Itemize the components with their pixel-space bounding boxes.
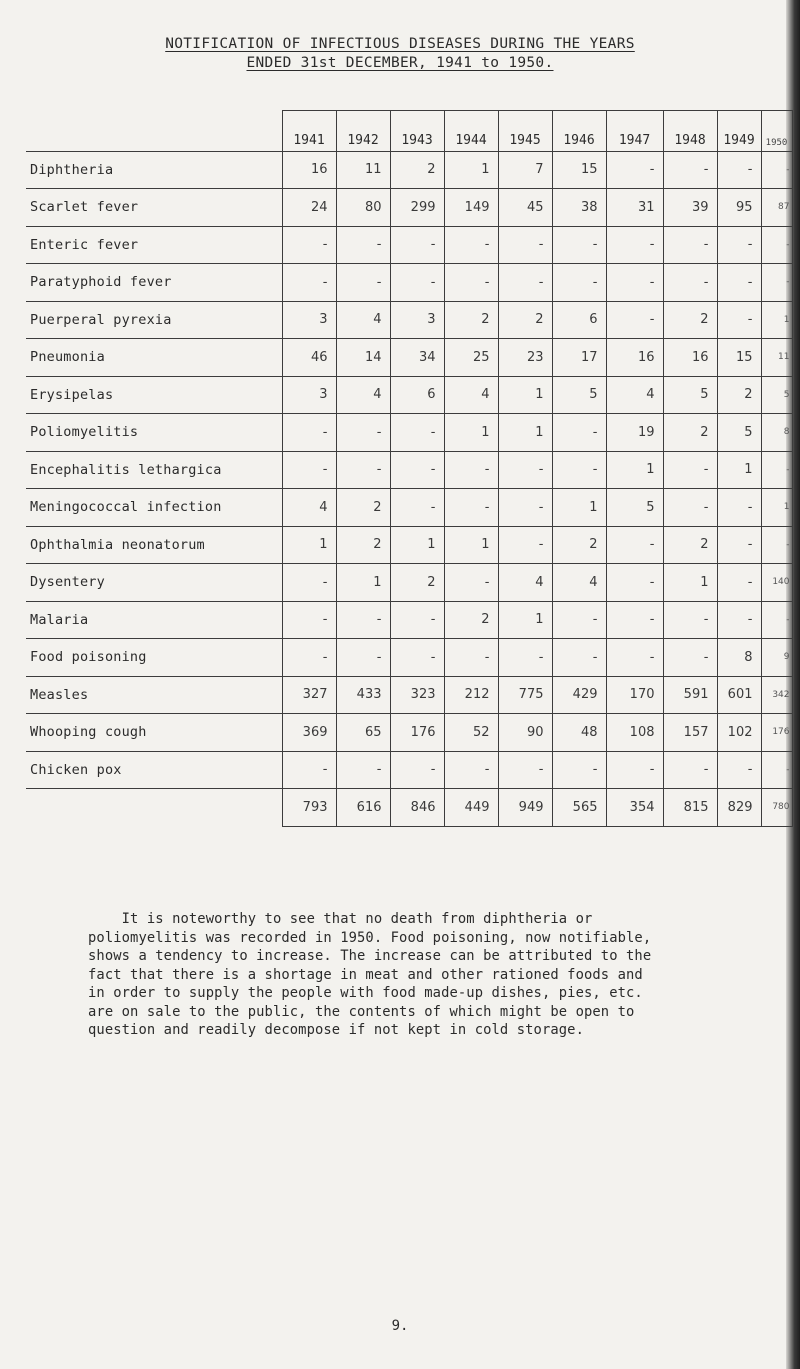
cell-value: - <box>552 601 606 639</box>
disease-name: Whooping cough <box>26 714 282 752</box>
table-row <box>26 639 792 677</box>
year-header: 1949 <box>717 111 761 152</box>
cell-value: - <box>663 639 717 677</box>
table-row <box>26 339 792 377</box>
cell-value: - <box>552 639 606 677</box>
cell-value: 23 <box>498 339 552 377</box>
table-row <box>26 301 792 339</box>
table-row <box>26 751 792 789</box>
cell-value: - <box>606 639 663 677</box>
cell-value: 16 <box>663 339 717 377</box>
table-row <box>26 451 792 489</box>
cell-value: - <box>498 639 552 677</box>
cell-value: 1 <box>498 601 552 639</box>
cell-value: - <box>606 226 663 264</box>
cell-value: - <box>761 264 792 302</box>
cell-value: 80 <box>336 189 390 227</box>
cell-value: 11 <box>761 339 792 377</box>
cell-value: - <box>717 526 761 564</box>
cell-value: 4 <box>606 376 663 414</box>
cell-value: - <box>498 751 552 789</box>
total-value: 846 <box>390 789 444 827</box>
cell-value: 15 <box>717 339 761 377</box>
cell-value: 601 <box>717 676 761 714</box>
cell-value: 3 <box>282 376 336 414</box>
cell-value: 1 <box>498 414 552 452</box>
disease-name: Pneumonia <box>26 339 282 377</box>
cell-value: 775 <box>498 676 552 714</box>
cell-value: - <box>282 564 336 602</box>
cell-value: 2 <box>444 601 498 639</box>
cell-value: - <box>336 264 390 302</box>
cell-value: 140 <box>761 564 792 602</box>
cell-value: 5 <box>717 414 761 452</box>
cell-value: - <box>606 751 663 789</box>
cell-value: 212 <box>444 676 498 714</box>
cell-value: 3 <box>282 301 336 339</box>
cell-value: 433 <box>336 676 390 714</box>
table-row <box>26 564 792 602</box>
cell-value: - <box>336 414 390 452</box>
cell-value: 95 <box>717 189 761 227</box>
cell-value: 14 <box>336 339 390 377</box>
cell-value: - <box>282 639 336 677</box>
cell-value: 149 <box>444 189 498 227</box>
cell-value: - <box>552 226 606 264</box>
page-number: 9. <box>391 1318 409 1334</box>
cell-value: - <box>663 751 717 789</box>
cell-value: - <box>717 151 761 189</box>
cell-value: - <box>444 226 498 264</box>
cell-value: 1 <box>663 564 717 602</box>
cell-value: 323 <box>390 676 444 714</box>
cell-value: - <box>336 639 390 677</box>
cell-value: - <box>282 751 336 789</box>
cell-value: 2 <box>336 526 390 564</box>
total-value: 780 <box>761 789 792 827</box>
cell-value: 39 <box>663 189 717 227</box>
cell-value: 299 <box>390 189 444 227</box>
cell-value: - <box>761 751 792 789</box>
cell-value: - <box>717 751 761 789</box>
cell-value: - <box>390 414 444 452</box>
cell-value: - <box>717 226 761 264</box>
cell-value: 6 <box>552 301 606 339</box>
table-row <box>26 414 792 452</box>
year-header: 1948 <box>663 111 717 152</box>
cell-value: 48 <box>552 714 606 752</box>
cell-value: 11 <box>336 151 390 189</box>
commentary-paragraph: It is noteworthy to see that no death from diphtheria or poliomyelitis was recorded in 1950. Food poisoning, now notifiable, shows a tendency to increase. The increase can be attributed to the fact that there is a shortage in meat and other rationed foods and in order to supply the people with food made-up dishes, pies, etc. are on sale to the public, the contents of which might be open to question and readily decompose if not kept in cold storage. <box>88 911 652 1038</box>
cell-value: - <box>444 564 498 602</box>
cell-value: - <box>663 226 717 264</box>
cell-value: 342 <box>761 676 792 714</box>
cell-value: 8 <box>717 639 761 677</box>
cell-value: - <box>390 451 444 489</box>
disease-name: Dysentery <box>26 564 282 602</box>
total-value: 565 <box>552 789 606 827</box>
year-header-row <box>26 111 792 152</box>
disease-name: Diphtheria <box>26 151 282 189</box>
year-header: 1941 <box>282 111 336 152</box>
total-value: 949 <box>498 789 552 827</box>
cell-value: 65 <box>336 714 390 752</box>
cell-value: 2 <box>390 564 444 602</box>
cell-value: 170 <box>606 676 663 714</box>
cell-value: 87 <box>761 189 792 227</box>
cell-value: - <box>390 601 444 639</box>
cell-value: 1 <box>282 526 336 564</box>
table-row <box>26 226 792 264</box>
cell-value: - <box>761 526 792 564</box>
cell-value: - <box>390 226 444 264</box>
cell-value: - <box>498 264 552 302</box>
cell-value: 1 <box>761 489 792 527</box>
cell-value: 176 <box>761 714 792 752</box>
total-value: 815 <box>663 789 717 827</box>
total-value: 449 <box>444 789 498 827</box>
disease-name: Measles <box>26 676 282 714</box>
cell-value: 2 <box>390 151 444 189</box>
cell-value: - <box>761 226 792 264</box>
cell-value: 2 <box>663 414 717 452</box>
cell-value: - <box>717 264 761 302</box>
table-row <box>26 714 792 752</box>
cell-value: 5 <box>761 376 792 414</box>
cell-value: 2 <box>336 489 390 527</box>
cell-value: - <box>606 301 663 339</box>
cell-value: - <box>390 489 444 527</box>
table-row <box>26 264 792 302</box>
cell-value: 4 <box>444 376 498 414</box>
cell-value: - <box>761 451 792 489</box>
cell-value: - <box>390 264 444 302</box>
cell-value: 24 <box>282 189 336 227</box>
cell-value: - <box>336 226 390 264</box>
cell-value: - <box>282 601 336 639</box>
cell-value: - <box>606 564 663 602</box>
table-row <box>26 676 792 714</box>
cell-value: - <box>282 226 336 264</box>
title-line-1: NOTIFICATION OF INFECTIOUS DISEASES DURING THE YEARS <box>165 36 635 52</box>
cell-value: - <box>552 414 606 452</box>
cell-value: 157 <box>663 714 717 752</box>
cell-value: 6 <box>390 376 444 414</box>
cell-value: - <box>498 489 552 527</box>
cell-value: 19 <box>606 414 663 452</box>
cell-value: 38 <box>552 189 606 227</box>
disease-name: Food poisoning <box>26 639 282 677</box>
cell-value: 1 <box>390 526 444 564</box>
cell-value: 429 <box>552 676 606 714</box>
cell-value: 46 <box>282 339 336 377</box>
year-header: 1947 <box>606 111 663 152</box>
cell-value: - <box>444 264 498 302</box>
cell-value: 1 <box>498 376 552 414</box>
disease-name: Encephalitis lethargica <box>26 451 282 489</box>
cell-value: 5 <box>663 376 717 414</box>
cell-value: 8 <box>761 414 792 452</box>
cell-value: 2 <box>663 301 717 339</box>
cell-value: 2 <box>444 301 498 339</box>
disease-name: Erysipelas <box>26 376 282 414</box>
header-corner <box>26 111 282 152</box>
cell-value: 108 <box>606 714 663 752</box>
cell-value: - <box>606 526 663 564</box>
cell-value: - <box>552 264 606 302</box>
cell-value: - <box>761 151 792 189</box>
disease-name: Puerperal pyrexia <box>26 301 282 339</box>
cell-value: 45 <box>498 189 552 227</box>
cell-value: - <box>444 751 498 789</box>
cell-value: 1 <box>336 564 390 602</box>
cell-value: - <box>390 639 444 677</box>
disease-name: Enteric fever <box>26 226 282 264</box>
cell-value: 17 <box>552 339 606 377</box>
cell-value: - <box>663 264 717 302</box>
table-row <box>26 526 792 564</box>
year-header: 1945 <box>498 111 552 152</box>
cell-value: 4 <box>498 564 552 602</box>
cell-value: 2 <box>717 376 761 414</box>
totals-row <box>26 789 792 827</box>
cell-value: 3 <box>390 301 444 339</box>
cell-value: - <box>498 226 552 264</box>
cell-value: 1 <box>444 414 498 452</box>
cell-value: - <box>717 301 761 339</box>
cell-value: - <box>717 601 761 639</box>
title-line-2: ENDED 31st DECEMBER, 1941 to 1950. <box>246 55 554 71</box>
cell-value: 1 <box>552 489 606 527</box>
cell-value: - <box>663 601 717 639</box>
cell-value: - <box>717 564 761 602</box>
cell-value: 176 <box>390 714 444 752</box>
cell-value: 591 <box>663 676 717 714</box>
cell-value: 4 <box>282 489 336 527</box>
year-header: 1943 <box>390 111 444 152</box>
cell-value: - <box>606 264 663 302</box>
cell-value: 25 <box>444 339 498 377</box>
cell-value: - <box>336 601 390 639</box>
total-value: 354 <box>606 789 663 827</box>
year-header: 1950 <box>761 111 792 152</box>
cell-value: - <box>663 451 717 489</box>
year-header: 1942 <box>336 111 390 152</box>
cell-value: 52 <box>444 714 498 752</box>
cell-value: - <box>390 751 444 789</box>
cell-value: 2 <box>552 526 606 564</box>
cell-value: 34 <box>390 339 444 377</box>
cell-value: 369 <box>282 714 336 752</box>
cell-value: - <box>606 151 663 189</box>
cell-value: - <box>552 751 606 789</box>
cell-value: 15 <box>552 151 606 189</box>
disease-name: Paratyphoid fever <box>26 264 282 302</box>
cell-value: - <box>663 151 717 189</box>
disease-name: Scarlet fever <box>26 189 282 227</box>
total-value: 616 <box>336 789 390 827</box>
cell-value: 2 <box>663 526 717 564</box>
table-row <box>26 151 792 189</box>
cell-value: - <box>444 451 498 489</box>
year-header: 1944 <box>444 111 498 152</box>
cell-value: - <box>606 601 663 639</box>
cell-value: 4 <box>552 564 606 602</box>
table-row <box>26 489 792 527</box>
notifications-table <box>26 110 793 827</box>
cell-value: 2 <box>498 301 552 339</box>
cell-value: - <box>282 414 336 452</box>
disease-name: Ophthalmia neonatorum <box>26 526 282 564</box>
cell-value: 16 <box>282 151 336 189</box>
cell-value: 31 <box>606 189 663 227</box>
total-value: 793 <box>282 789 336 827</box>
cell-value: 327 <box>282 676 336 714</box>
cell-value: 102 <box>717 714 761 752</box>
cell-value: 90 <box>498 714 552 752</box>
cell-value: 4 <box>336 376 390 414</box>
cell-value: - <box>336 751 390 789</box>
disease-name: Meningococcal infection <box>26 489 282 527</box>
cell-value: - <box>282 451 336 489</box>
table-row <box>26 189 792 227</box>
cell-value: 4 <box>336 301 390 339</box>
cell-value: 1 <box>717 451 761 489</box>
cell-value: 16 <box>606 339 663 377</box>
table-row <box>26 376 792 414</box>
disease-name: Malaria <box>26 601 282 639</box>
table-row <box>26 601 792 639</box>
cell-value: - <box>444 489 498 527</box>
cell-value: - <box>336 451 390 489</box>
cell-value: - <box>761 601 792 639</box>
cell-value: - <box>552 451 606 489</box>
year-header: 1946 <box>552 111 606 152</box>
cell-value: 9 <box>761 639 792 677</box>
cell-value: 1 <box>761 301 792 339</box>
cell-value: 1 <box>606 451 663 489</box>
cell-value: - <box>498 526 552 564</box>
cell-value: 1 <box>444 526 498 564</box>
cell-value: - <box>498 451 552 489</box>
cell-value: - <box>282 264 336 302</box>
disease-name: Poliomyelitis <box>26 414 282 452</box>
total-value: 829 <box>717 789 761 827</box>
disease-name: Chicken pox <box>26 751 282 789</box>
cell-value: - <box>444 639 498 677</box>
cell-value: 1 <box>444 151 498 189</box>
cell-value: - <box>663 489 717 527</box>
cell-value: 7 <box>498 151 552 189</box>
cell-value: - <box>717 489 761 527</box>
cell-value: 5 <box>552 376 606 414</box>
totals-label-blank <box>26 789 282 827</box>
cell-value: 5 <box>606 489 663 527</box>
